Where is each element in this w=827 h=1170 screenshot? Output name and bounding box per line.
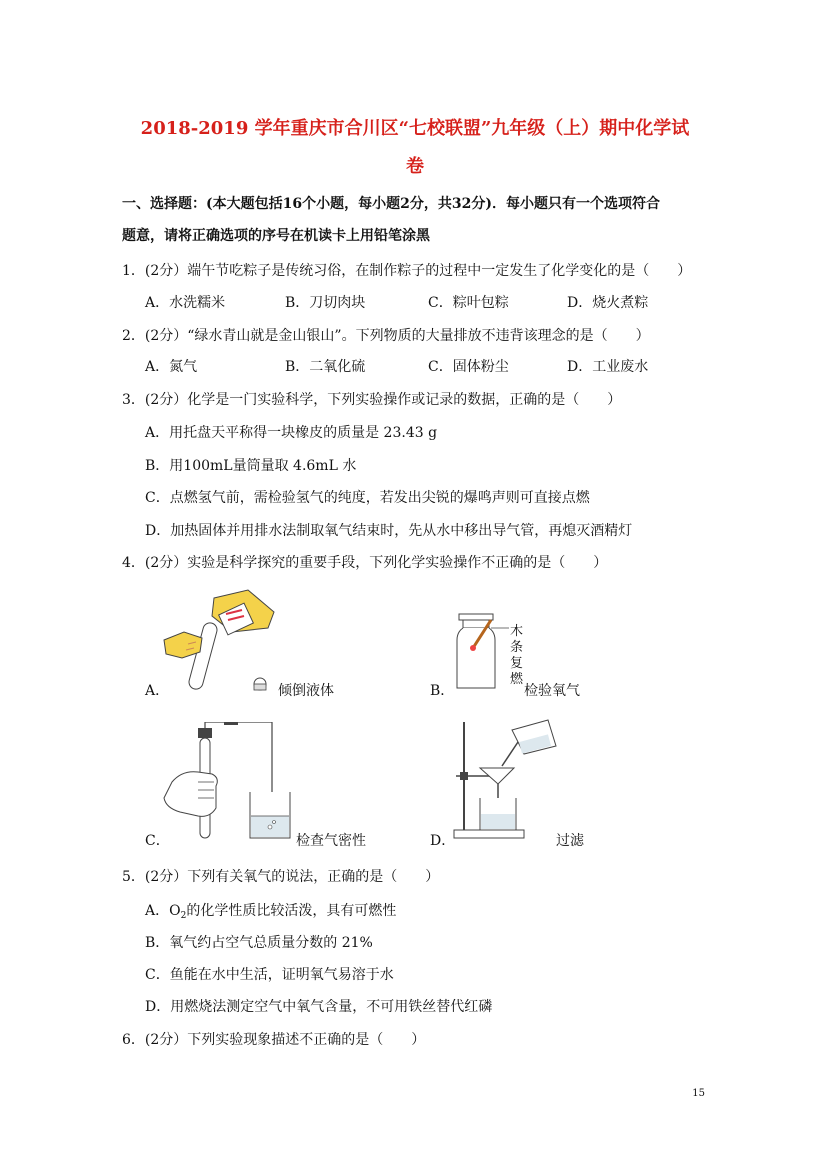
question-1-option-b: B．刀切肉块	[285, 295, 366, 311]
question-5-option-a-prefix: A．O	[145, 903, 181, 919]
question-3-option-b: B．用100mL量筒量取 4.6mL 水	[145, 458, 357, 474]
question-4-option-b-caption: 检验氧气	[524, 683, 580, 699]
question-3-option-d: D．加热固体并用排水法制取氧气结束时，先从水中移出导气管，再熄灭酒精灯	[145, 523, 633, 539]
question-5-option-d: D．用燃烧法测定空气中氧气含量，不可用铁丝替代红磷	[145, 999, 493, 1015]
question-1-option-d: D．烧火煮粽	[567, 295, 649, 311]
question-2-option-b: B．二氧化硫	[285, 359, 366, 375]
question-2-option-d: D．工业废水	[567, 359, 649, 375]
question-4-option-d-caption: 过滤	[556, 833, 584, 849]
question-2-option-a: A．氮气	[145, 359, 198, 375]
page-title: 2018-2019 学年重庆市合川区“七校联盟”九年级（上）期中化学试	[140, 118, 690, 139]
question-2-stem: 2．(2分）“绿水青山就是金山银山”。下列物质的大量排放不违背该理念的是（ ）	[122, 328, 650, 344]
question-4-option-b-letter: B．	[430, 683, 455, 699]
question-4-option-c-caption: 检查气密性	[296, 833, 366, 849]
oxygen-test-label-2: 条	[510, 640, 524, 655]
question-6-stem: 6．(2分）下列实验现象描述不正确的是（ ）	[122, 1032, 426, 1048]
oxygen-test-label-4: 燃	[510, 672, 524, 687]
question-4-stem: 4．(2分）实验是科学探究的重要手段，下列化学实验操作不正确的是（ ）	[122, 555, 608, 571]
question-1-stem: 1．(2分）端午节吃粽子是传统习俗，在制作粽子的过程中一定发生了化学变化的是（ ）	[122, 263, 692, 279]
question-4-option-c-letter: C．	[145, 833, 170, 849]
page-number: 15	[692, 1088, 705, 1099]
oxygen-test-label-3: 复	[510, 656, 524, 671]
page-title-continued: 卷	[406, 156, 424, 177]
question-5-stem: 5．(2分）下列有关氧气的说法，正确的是（ ）	[122, 869, 440, 885]
section-heading: 一、选择题：(本大题包括16个小题，每小题2分，共32分)．每小题只有一个选项符合	[122, 196, 660, 212]
question-4-option-a-letter: A．	[145, 683, 170, 699]
question-5-option-b: B．氧气约占空气总质量分数的 21%	[145, 935, 373, 951]
question-4-option-a-caption: 倾倒液体	[278, 683, 334, 699]
oxygen-subscript: 2	[180, 911, 187, 921]
question-1-option-c: C．粽叶包粽	[428, 295, 509, 311]
section-heading-continued: 题意，请将正确选项的序号在机读卡上用铅笔涂黑	[122, 228, 430, 244]
question-4-option-d-letter: D．	[430, 833, 456, 849]
question-3-stem: 3．(2分）化学是一门实验科学，下列实验操作或记录的数据，正确的是（ ）	[122, 392, 622, 408]
question-1-option-a: A．水洗糯米	[145, 295, 226, 311]
filtration-figure	[452, 718, 562, 840]
question-5-option-c: C．鱼能在水中生活，证明氧气易溶于水	[145, 967, 394, 983]
question-3-option-c: C．点燃氢气前，需检验氢气的纯度，若发出尖锐的爆鸣声则可直接点燃	[145, 490, 590, 506]
oxygen-test-label-1: 木	[510, 624, 524, 639]
pouring-liquid-figure	[162, 588, 282, 698]
airtightness-check-figure	[162, 722, 292, 842]
question-3-option-a: A．用托盘天平称得一块橡皮的质量是 23.43 g	[145, 425, 438, 441]
question-5-option-a-text: 的化学性质比较活泼，具有可燃性	[186, 903, 397, 919]
question-5-option-a	[145, 900, 396, 921]
question-2-option-c: C．固体粉尘	[428, 359, 509, 375]
